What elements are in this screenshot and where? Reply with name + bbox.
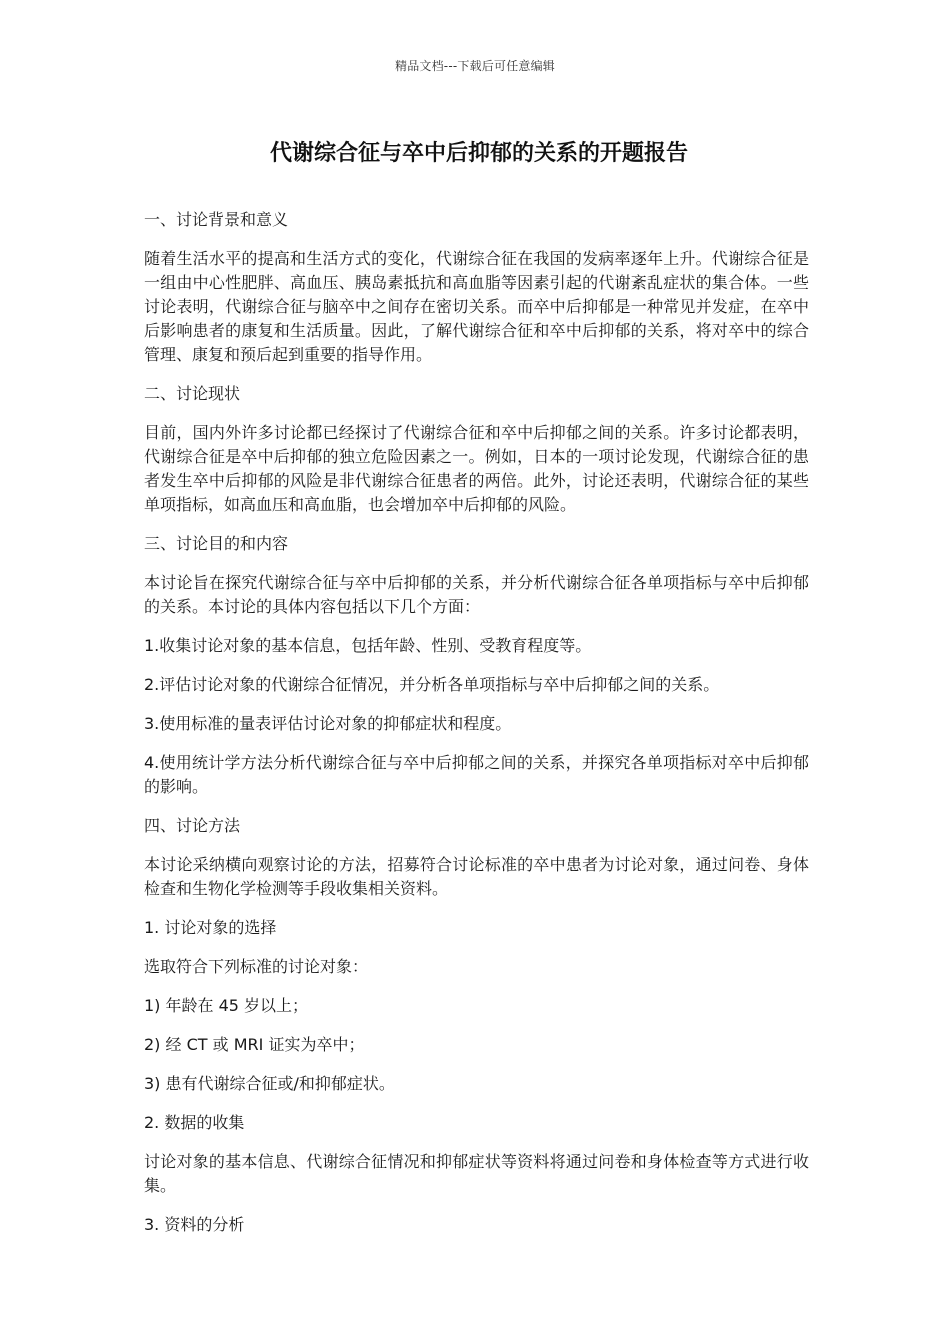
criteria-item-3: 3) 患有代谢综合征或/和抑郁症状。 — [144, 1074, 395, 1093]
paragraph-status: 目前，国内外许多讨论都已经探讨了代谢综合征和卒中后抑郁之间的关系。许多讨论都表明，代谢综合征是卒中后抑郁的独立危险因素之一。例如，日本的一项讨论发现，代谢综合征的患者发生卒中后抑郁的风险是非代谢综合征患者的两倍。此外，讨论还表明，代谢综合征的某些单项指标，如高血压和高血脂，也会增加卒中后抑郁的风险。 — [144, 423, 809, 514]
list-item-content-3: 3.使用标准的量表评估讨论对象的抑郁症状和程度。 — [144, 714, 512, 733]
subheading-data-collection: 2. 数据的收集 — [144, 1113, 245, 1132]
paragraph-purpose: 本讨论旨在探究代谢综合征与卒中后抑郁的关系，并分析代谢综合征各单项指标与卒中后抑郁的关系。本讨论的具体内容包括以下几个方面： — [144, 573, 809, 616]
document-body — [144, 208, 809, 1252]
section-heading-methods: 四、讨论方法 — [144, 816, 241, 835]
paragraph-selection-criteria: 选取符合下列标准的讨论对象： — [144, 957, 369, 976]
list-item-content-4: 4.使用统计学方法分析代谢综合征与卒中后抑郁之间的关系，并探究各单项指标对卒中后抑郁的影响。 — [144, 753, 809, 796]
list-item-content-1: 1.收集讨论对象的基本信息，包括年龄、性别、受教育程度等。 — [144, 636, 592, 655]
paragraph-methods: 本讨论采纳横向观察讨论的方法，招募符合讨论标准的卒中患者为讨论对象，通过问卷、身体检查和生物化学检测等手段收集相关资料。 — [144, 855, 809, 898]
subheading-subject-selection: 1. 讨论对象的选择 — [144, 918, 277, 937]
paragraph-data-collection: 讨论对象的基本信息、代谢综合征情况和抑郁症状等资料将通过问卷和身体检查等方式进行收集。 — [144, 1152, 809, 1195]
criteria-item-2: 2) 经 CT 或 MRI 证实为卒中； — [144, 1035, 365, 1054]
section-heading-purpose: 三、讨论目的和内容 — [144, 534, 289, 553]
section-heading-status: 二、讨论现状 — [144, 384, 241, 403]
section-heading-background: 一、讨论背景和意义 — [144, 210, 289, 229]
document-title: 代谢综合征与卒中后抑郁的关系的开题报告 — [269, 141, 688, 166]
criteria-item-1: 1) 年龄在 45 岁以上； — [144, 996, 309, 1015]
paragraph-background: 随着生活水平的提高和生活方式的变化，代谢综合征在我国的发病率逐年上升。代谢综合征是一组由中心性肥胖、高血压、胰岛素抵抗和高血脂等因素引起的代谢紊乱症状的集合体。一些讨论表明，代谢综合征与脑卒中之间存在密切关系。而卒中后抑郁是一种常见并发症，在卒中后影响患者的康复和生活质量。因此，了解代谢综合征和卒中后抑郁的关系，将对卒中的综合管理、康复和预后起到重要的指导作用。 — [144, 249, 809, 364]
list-item-content-2: 2.评估讨论对象的代谢综合征情况，并分析各单项指标与卒中后抑郁之间的关系。 — [144, 675, 720, 694]
subheading-data-analysis: 3. 资料的分析 — [144, 1215, 245, 1234]
header-note: 精品文档---下载后可任意编辑 — [395, 59, 555, 73]
